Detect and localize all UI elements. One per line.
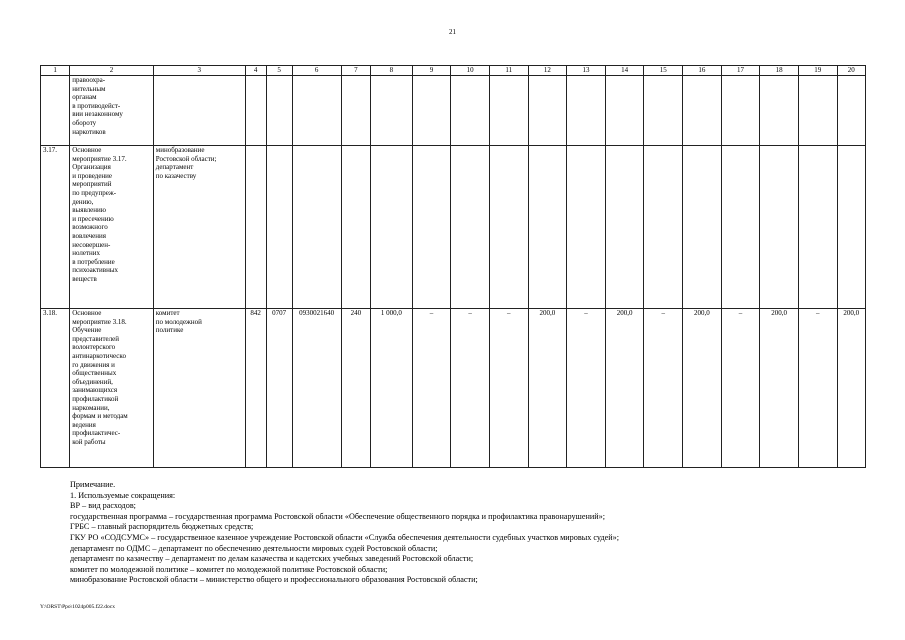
value-cell (721, 76, 760, 146)
value-cell (837, 146, 865, 309)
note-line: 1. Используемые сокращения: (70, 490, 176, 500)
page-number: 21 (449, 28, 456, 36)
column-number-header: 4 (245, 66, 266, 76)
executor-cell: минобразование Ростовской области; департамент по казачеству (153, 146, 245, 309)
table-row (41, 146, 866, 309)
measure-name-cell: правоохра- нительным органам в противодейст- вии незаконному обороту наркотиков (70, 76, 154, 146)
table-row (41, 309, 866, 468)
column-number-header: 12 (528, 66, 567, 76)
value-cell: 200,0 (605, 309, 644, 468)
note-line: минобразование Ростовской области – министерство общего и профессионального образования Ростовской области; (70, 575, 478, 585)
column-number-header: 13 (567, 66, 606, 76)
value-cell: 240 (341, 309, 370, 468)
value-cell (798, 76, 837, 146)
value-cell: – (567, 309, 606, 468)
value-cell (683, 146, 722, 309)
measures-table (40, 65, 866, 468)
row-number-cell: 3.18. (41, 309, 70, 468)
value-cell (644, 76, 683, 146)
value-cell (292, 76, 341, 146)
executor-cell (153, 76, 245, 146)
value-cell (341, 76, 370, 146)
value-cell: – (798, 309, 837, 468)
value-cell (798, 146, 837, 309)
column-number-header: 16 (683, 66, 722, 76)
note-line: комитет по молодежной политике – комитет по молодежной политике Ростовской области; (70, 564, 388, 574)
value-cell: – (489, 309, 528, 468)
column-number-header: 10 (451, 66, 490, 76)
value-cell (341, 146, 370, 309)
value-cell: 0707 (266, 309, 292, 468)
value-cell (292, 146, 341, 309)
column-number-header: 11 (489, 66, 528, 76)
column-number-header: 1 (41, 66, 70, 76)
note-line: департамент по ОДМС – департамент по обеспечению деятельности мировых судей Ростовской области; (70, 543, 438, 553)
value-cell (245, 76, 266, 146)
value-cell (760, 76, 799, 146)
value-cell: 200,0 (760, 309, 799, 468)
value-cell (370, 146, 412, 309)
value-cell: 1 000,0 (370, 309, 412, 468)
value-cell (412, 146, 451, 309)
value-cell: 842 (245, 309, 266, 468)
column-number-header: 7 (341, 66, 370, 76)
value-cell (489, 146, 528, 309)
value-cell (683, 76, 722, 146)
column-number-header: 5 (266, 66, 292, 76)
table-header-row (41, 66, 866, 76)
file-path-footer: Y:\ORST\Ppo\1024p005.f22.docx (40, 604, 115, 610)
row-number-cell: 3.17. (41, 146, 70, 309)
value-cell (567, 146, 606, 309)
column-number-header: 6 (292, 66, 341, 76)
value-cell: 200,0 (837, 309, 865, 468)
value-cell: 200,0 (528, 309, 567, 468)
measure-name-cell: Основное мероприятие 3.17. Организация и проведение мероприятий по предупреж- дению, выявлению и пресечению возможного вовлечения несовершен- нолетних в потребление психоактивных веществ (70, 146, 154, 309)
value-cell (644, 146, 683, 309)
column-number-header: 17 (721, 66, 760, 76)
column-number-header: 20 (837, 66, 865, 76)
note-line: ГКУ РО «СОДСУМС» – государственное казенное учреждение Ростовской области «Служба обеспечения деятельности судебных участков мировых судей»; (70, 532, 620, 542)
value-cell (837, 76, 865, 146)
value-cell (721, 146, 760, 309)
value-cell (605, 76, 644, 146)
value-cell (605, 146, 644, 309)
column-number-header: 8 (370, 66, 412, 76)
column-number-header: 9 (412, 66, 451, 76)
table-row (41, 76, 866, 146)
note-line: ВР – вид расходов; (70, 501, 136, 511)
value-cell: – (451, 309, 490, 468)
value-cell (567, 76, 606, 146)
column-number-header: 3 (153, 66, 245, 76)
value-cell (760, 146, 799, 309)
value-cell (528, 76, 567, 146)
row-number-cell (41, 76, 70, 146)
note-line: государственная программа – государственная программа Ростовской области «Обеспечение общественного порядка и профилактика правонарушений»; (70, 511, 605, 521)
column-number-header: 18 (760, 66, 799, 76)
value-cell (370, 76, 412, 146)
value-cell: – (644, 309, 683, 468)
column-number-header: 2 (70, 66, 154, 76)
column-number-header: 15 (644, 66, 683, 76)
value-cell (528, 146, 567, 309)
notes-section (70, 480, 870, 586)
value-cell (489, 76, 528, 146)
measure-name-cell: Основное мероприятие 3.18. Обучение представителей волонтерского антинаркотическо го движения и общественных объединений, занимающихся профилактикой наркомании, формам и методам ведения профилактичес- кой работы (70, 309, 154, 468)
value-cell: – (721, 309, 760, 468)
note-line: департамент по казачеству – департамент по делам казачества и кадетских учебных заведений Ростовской области; (70, 554, 474, 564)
column-number-header: 19 (798, 66, 837, 76)
value-cell (245, 146, 266, 309)
value-cell (266, 76, 292, 146)
value-cell (266, 146, 292, 309)
column-number-header: 14 (605, 66, 644, 76)
note-line: ГРБС – главный распорядитель бюджетных средств; (70, 522, 254, 532)
value-cell (412, 76, 451, 146)
notes-title: Примечание. (70, 480, 116, 489)
value-cell (451, 146, 490, 309)
value-cell: 200,0 (683, 309, 722, 468)
executor-cell: комитет по молодежной политике (153, 309, 245, 468)
value-cell (451, 76, 490, 146)
value-cell: 0930021640 (292, 309, 341, 468)
value-cell: – (412, 309, 451, 468)
